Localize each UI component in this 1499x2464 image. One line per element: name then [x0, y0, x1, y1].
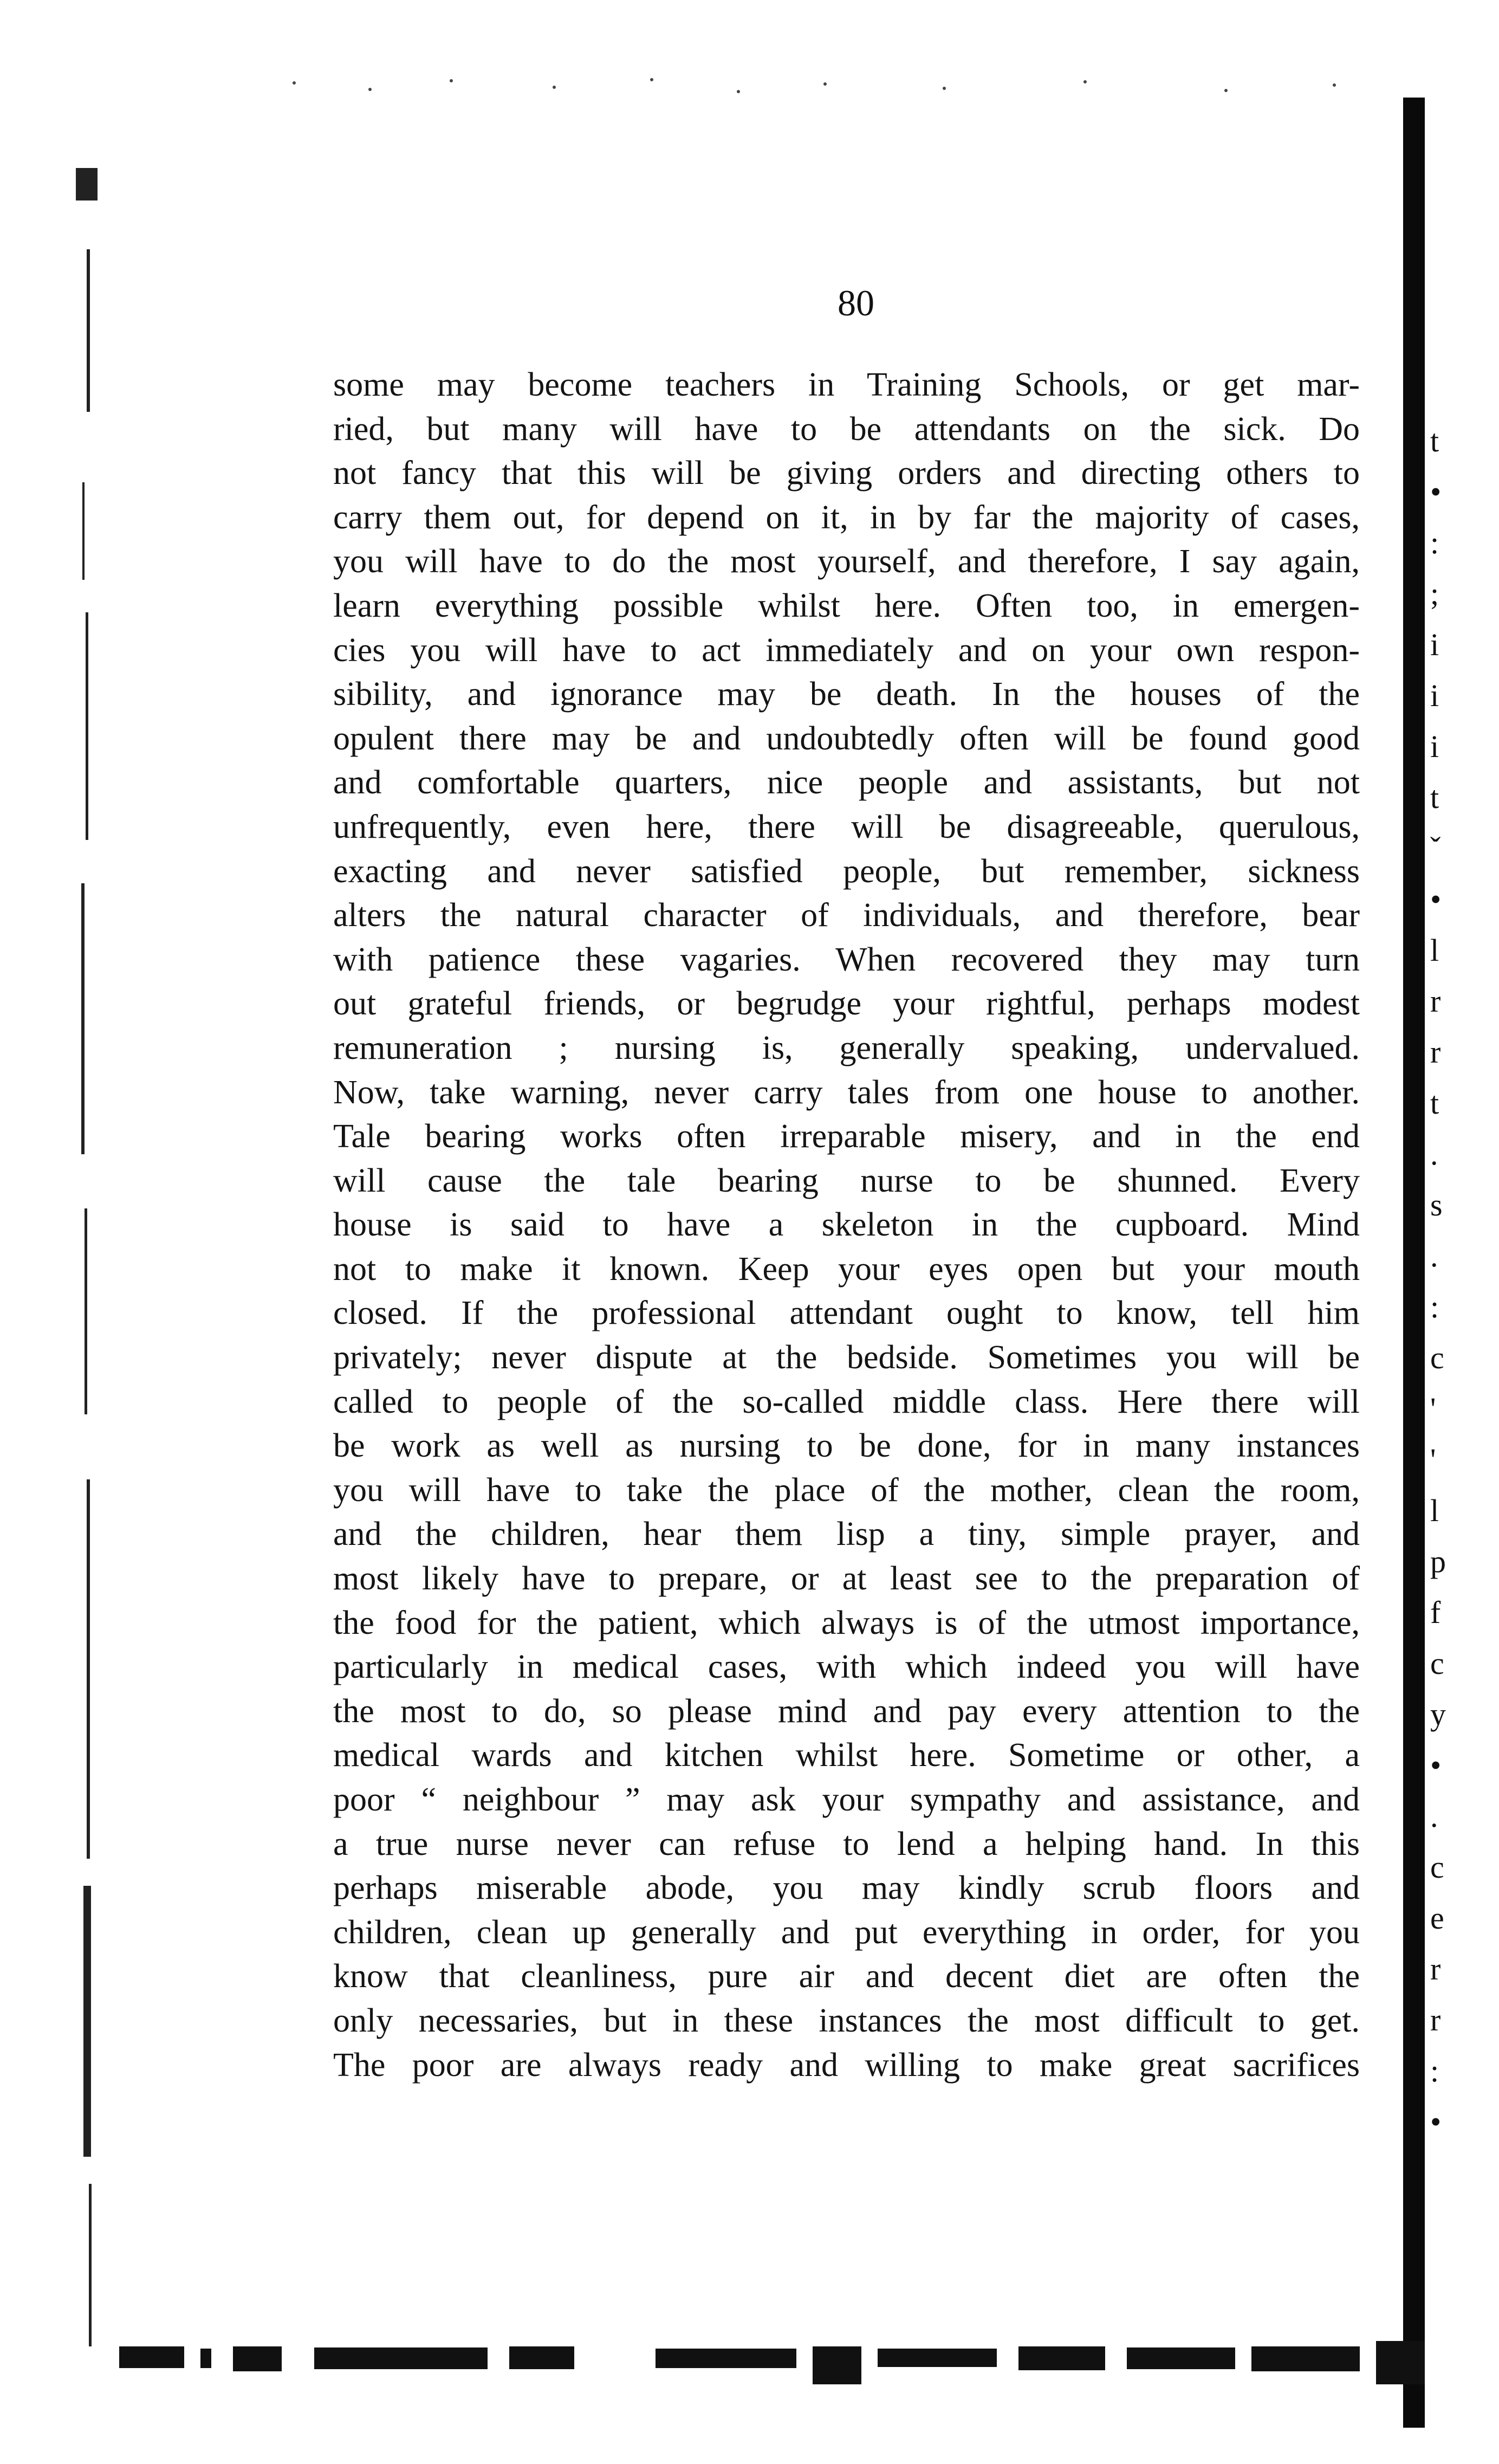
scan-speckles — [271, 76, 1409, 98]
margin-letter: • — [1430, 474, 1442, 509]
margin-letter: p — [1430, 1544, 1446, 1579]
margin-letter: c — [1430, 1646, 1444, 1681]
margin-letter: : — [1430, 2053, 1439, 2088]
text-line: be work as well as nursing to be done, for in many instances — [333, 1427, 1360, 1465]
text-line: children, clean up generally and put everything in order, for you — [333, 1913, 1360, 1951]
margin-letter: y — [1430, 1697, 1446, 1732]
margin-letter: • — [1430, 1748, 1442, 1783]
text-line: you will have to do the most yourself, and therefore, I say again, — [333, 543, 1360, 580]
text-line: called to people of the so-called middle class. Here there will — [333, 1383, 1360, 1420]
margin-letter: i — [1430, 678, 1439, 713]
margin-letter: . — [1430, 1238, 1438, 1273]
text-line: exacting and never satisfied people, but remember, sickness — [333, 852, 1360, 890]
text-line: know that cleanliness, pure air and decent diet are often the — [333, 1958, 1360, 1995]
text-line: sibility, and ignorance may be death. In the houses of the — [333, 676, 1360, 713]
margin-letter: ˇ — [1430, 831, 1441, 866]
text-line: particularly in medical cases, with which indeed you will have — [333, 1648, 1360, 1686]
margin-letter: . — [1430, 1799, 1438, 1834]
page-number: 80 — [838, 282, 874, 324]
text-line: poor “ neighbour ” may ask your sympathy and assistance, and — [333, 1781, 1360, 1818]
text-line: remuneration ; nursing is, generally speaking, undervalued. — [333, 1029, 1360, 1066]
text-line: and comfortable quarters, nice people and assistants, but not — [333, 764, 1360, 801]
margin-letter: t — [1430, 780, 1439, 815]
text-line: out grateful friends, or begrudge your rightful, perhaps modest — [333, 985, 1360, 1023]
margin-letter: r — [1430, 1951, 1441, 1987]
margin-letter: : — [1430, 525, 1439, 560]
left-scan-edge — [70, 70, 103, 2401]
text-line: a true nurse never can refuse to lend a helping hand. In this — [333, 1825, 1360, 1862]
margin-letter: r — [1430, 984, 1441, 1019]
margin-letter: f — [1430, 1595, 1441, 1630]
margin-letter: r — [1430, 1034, 1441, 1070]
margin-letter: e — [1430, 1900, 1444, 1936]
text-line: ried, but many will have to be attendants on the sick. Do — [333, 410, 1360, 448]
margin-letter: r — [1430, 2002, 1441, 2038]
bottom-scan-edge — [108, 2330, 1495, 2395]
text-line: will cause the tale bearing nurse to be shunned. Every — [333, 1162, 1360, 1199]
margin-letter: . — [1430, 1136, 1438, 1172]
margin-letter: : — [1430, 1289, 1439, 1324]
margin-letter: ; — [1430, 576, 1439, 611]
text-line: opulent there may be and undoubtedly often will be found good — [333, 720, 1360, 757]
text-line: house is said to have a skeleton in the cupboard. Mind — [333, 1206, 1360, 1244]
margin-letter: i — [1430, 729, 1439, 764]
text-line: learn everything possible whilst here. Often too, in emergen- — [333, 587, 1360, 624]
text-line: and the children, hear them lisp a tiny, simple prayer, and — [333, 1516, 1360, 1553]
bleed-through-letters — [1430, 0, 1484, 2464]
binding-edge — [1403, 98, 1425, 2428]
margin-letter: ' — [1430, 1442, 1436, 1477]
margin-letter: t — [1430, 423, 1439, 458]
text-line: not to make it known. Keep your eyes open but your mouth — [333, 1250, 1360, 1288]
margin-letter: • — [1430, 882, 1442, 917]
text-line: with patience these vagaries. When recovered they may turn — [333, 941, 1360, 978]
margin-letter: s — [1430, 1187, 1443, 1223]
text-line: medical wards and kitchen whilst here. Sometime or other, a — [333, 1737, 1360, 1774]
text-line: you will have to take the place of the mother, clean the room, — [333, 1471, 1360, 1509]
margin-letter: c — [1430, 1849, 1444, 1885]
text-line: only necessaries, but in these instances the most difficult to get. — [333, 2002, 1360, 2039]
margin-letter: ' — [1430, 1391, 1436, 1426]
body-paragraph — [333, 363, 1360, 2087]
text-line: some may become teachers in Training Schools, or get mar- — [333, 366, 1360, 403]
text-line: Tale bearing works often irreparable misery, and in the end — [333, 1118, 1360, 1155]
text-line: not fancy that this will be giving orders and directing others to — [333, 455, 1360, 492]
text-line: closed. If the professional attendant ought to know, tell him — [333, 1295, 1360, 1332]
text-line: privately; never dispute at the bedside. Sometimes you will be — [333, 1339, 1360, 1376]
margin-letter: l — [1430, 1493, 1439, 1528]
margin-letter: i — [1430, 627, 1439, 662]
text-line: unfrequently, even here, there will be disagreeable, querulous, — [333, 808, 1360, 845]
text-line: most likely have to prepare, or at least see to the preparation of — [333, 1560, 1360, 1598]
text-line: Now, take warning, never carry tales from one house to another. — [333, 1073, 1360, 1111]
text-line: cies you will have to act immediately and on your own respon- — [333, 631, 1360, 669]
margin-letter: l — [1430, 933, 1439, 968]
text-line: alters the natural character of individuals, and therefore, bear — [333, 897, 1360, 934]
text-line: The poor are always ready and willing to make great sacrifices — [333, 2046, 1360, 2084]
text-line: perhaps miserable abode, you may kindly scrub floors and — [333, 1870, 1360, 1907]
text-line: the most to do, so please mind and pay every attention to the — [333, 1692, 1360, 1730]
margin-letter: t — [1430, 1085, 1439, 1121]
text-line: carry them out, for depend on it, in by far the majority of cases, — [333, 499, 1360, 536]
margin-letter: • — [1430, 2104, 1442, 2139]
margin-letter: c — [1430, 1340, 1444, 1375]
text-line: the food for the patient, which always is of the utmost importance, — [333, 1604, 1360, 1641]
